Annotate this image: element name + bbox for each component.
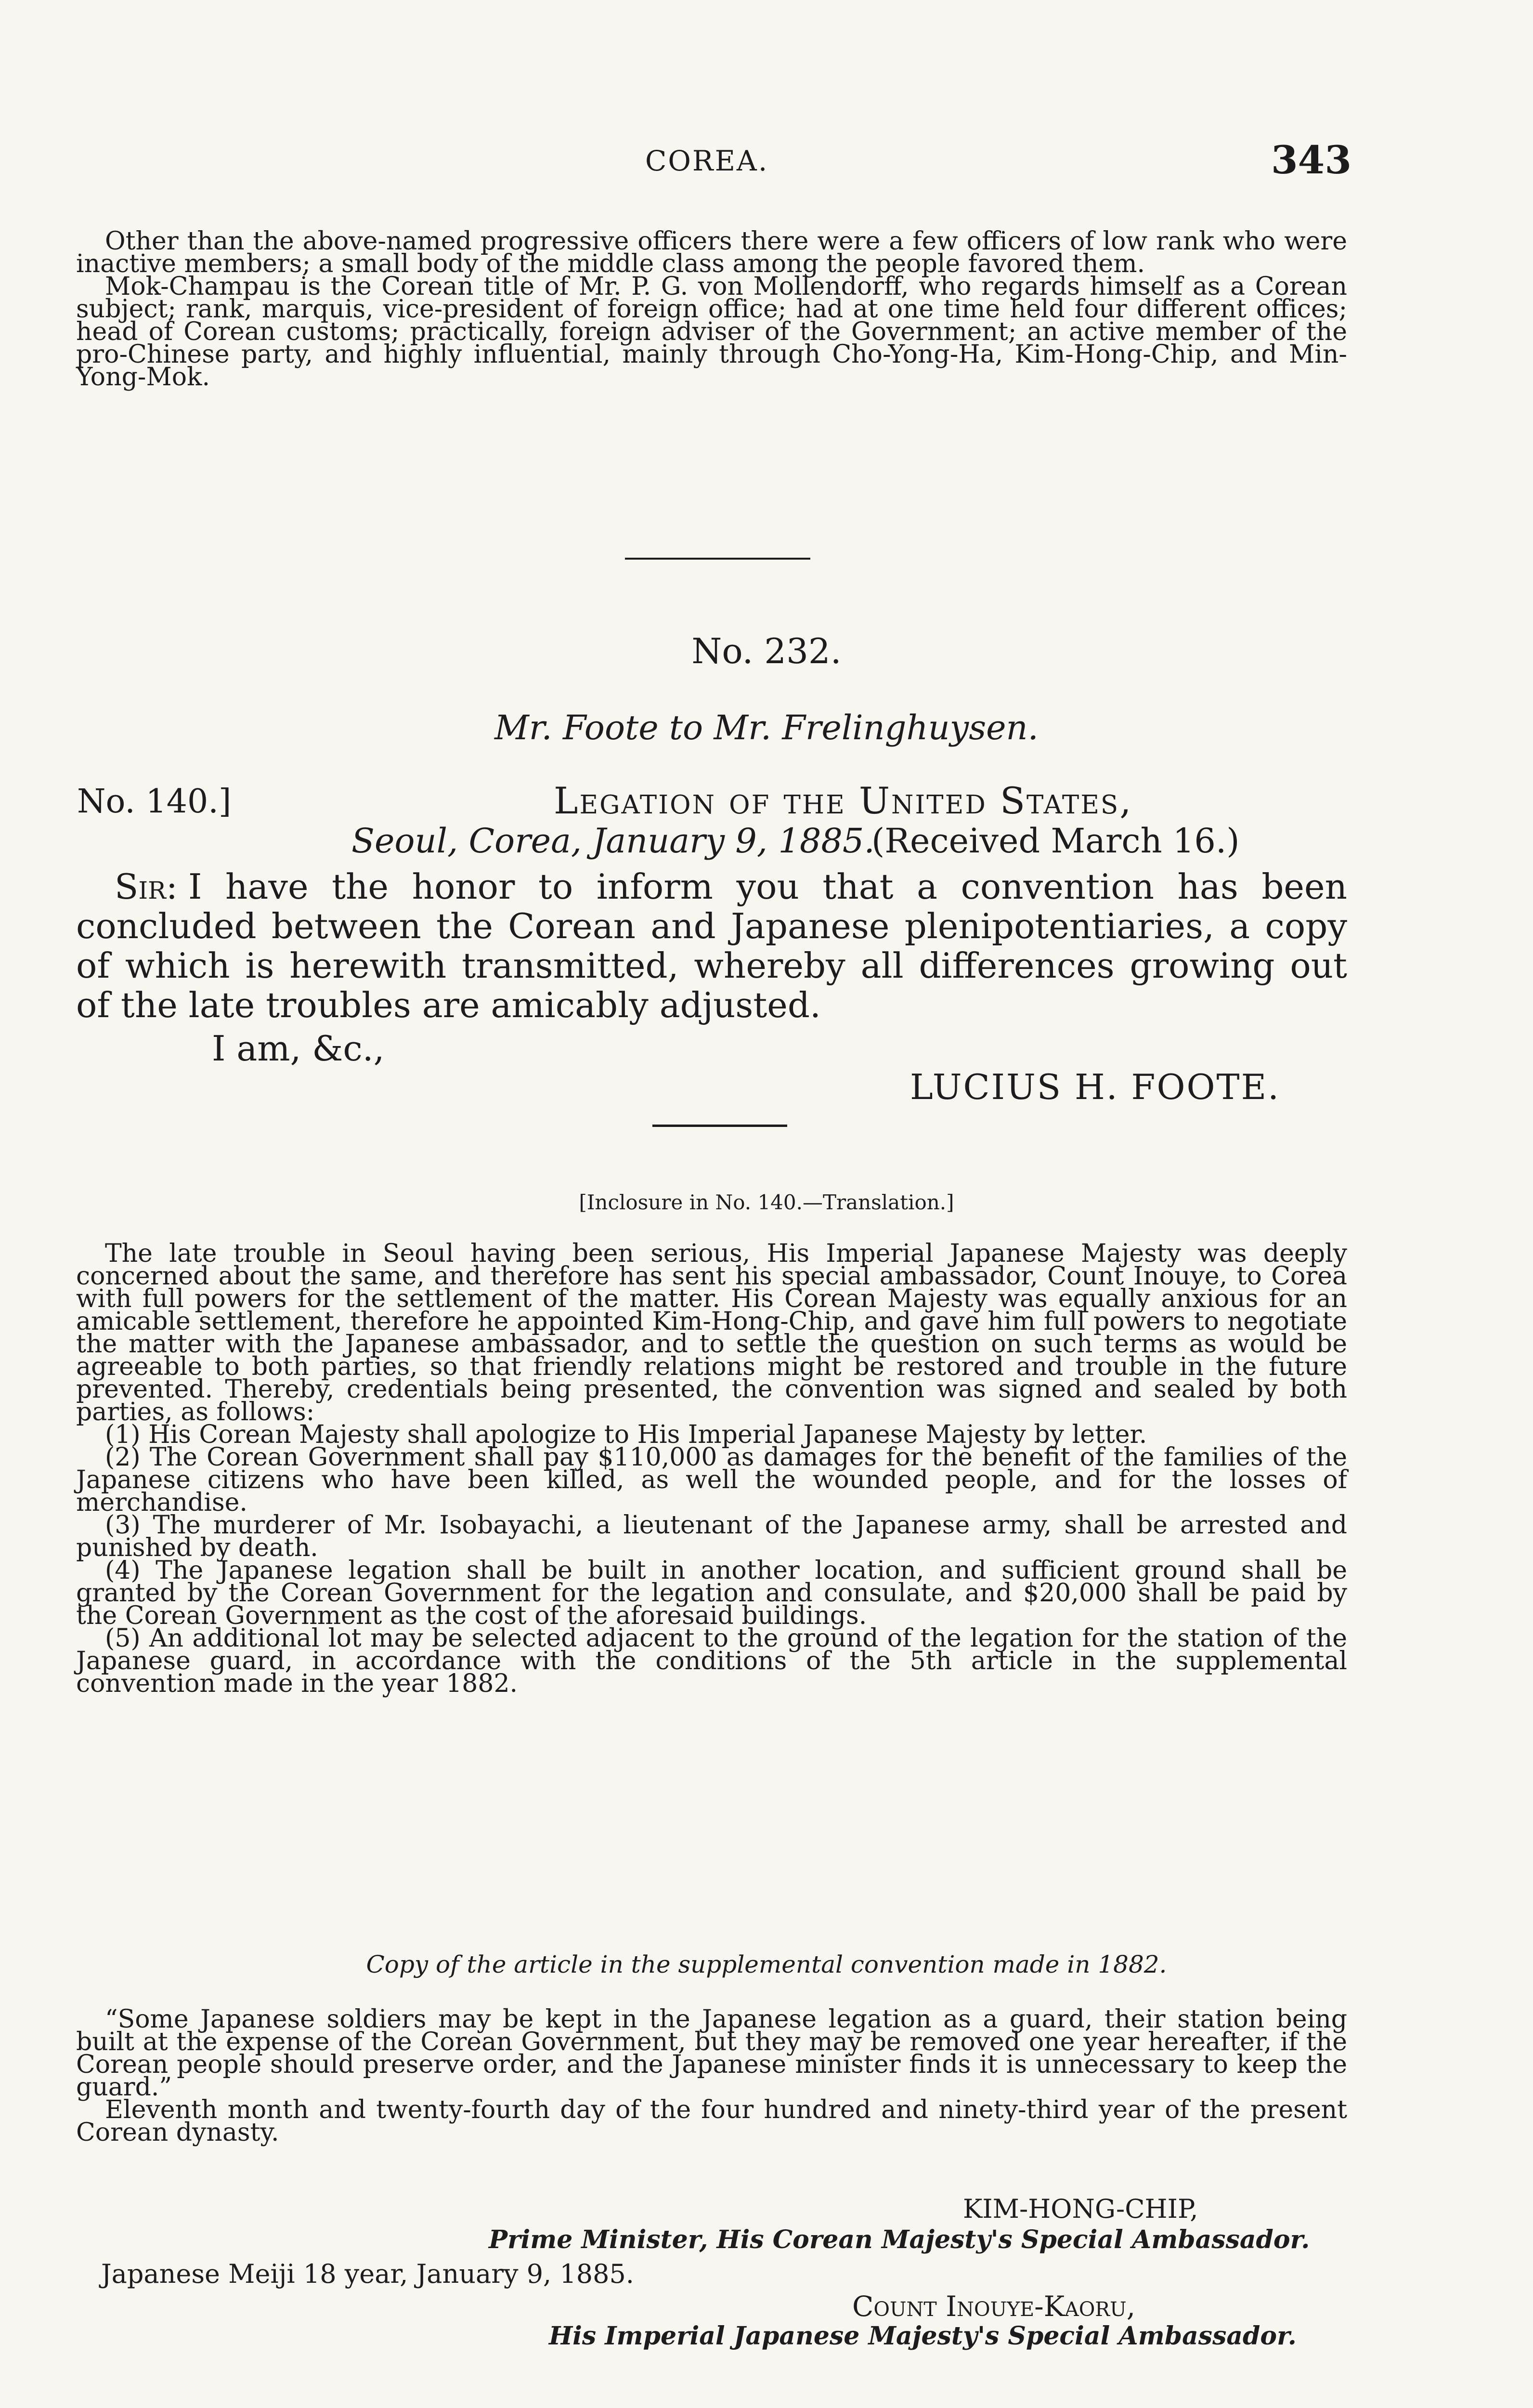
intro-paragraph-2: Mok-Champau is the Corean title of Mr. P. G. von Mollendorff, who regards himself as a Corean subject; rank, marquis, vice-president of foreign office; had at one time held four different offices; head of Corean customs; practically, foreign adviser of the Government; an active member of the pro-Chinese party, and highly influential, mainly through Cho-Yong-Ha, Kim-Hong-Chip, and Min-Yong-Mok. <box>76 272 1347 392</box>
quoted-article: “Some Japanese soldiers may be kept in the Japanese legation as a guard, their station being built at the expense of the Corean Government, but they may be removed one year hereafter, if the Corean people should preserve order, and the Japanese minister finds it is unnecessary to keep the guard.” <box>76 2005 1347 2102</box>
page-number: 343 <box>1271 137 1351 183</box>
received-date: (Received March 16.) <box>871 821 1240 861</box>
japanese-date: Japanese Meiji 18 year, January 9, 1885. <box>101 2259 634 2289</box>
signer-1-title: Prime Minister, His Corean Majesty's Special Ambassador. <box>489 2225 1310 2254</box>
letter-body-text: I have the honor to inform you that a convention has been concluded between the Corean and Japanese plenipotentiaries, a copy of which is herewith transmitted, whereby all differences growing out of the late troubles are amicably adjusted. <box>76 866 1347 1025</box>
article-3: (3) The murderer of Mr. Isobayachi, a lieutenant of the Japanese army, shall be arrested and punished by death. <box>76 1511 1347 1562</box>
copy-heading: Copy of the article in the supplemental convention made in 1882. <box>366 1950 1167 1978</box>
running-title: COREA. <box>645 144 769 177</box>
signer-2-name: Count Inouye-Kaoru, <box>852 2290 1136 2323</box>
intro-section <box>76 227 1347 392</box>
dispatch-number: No. 140.] <box>77 783 232 821</box>
legation-heading: Legation of the United States, <box>554 779 1133 822</box>
signer-2-title: His Imperial Japanese Majesty's Special Ambassador. <box>549 2321 1297 2351</box>
inclosure-heading: [Inclosure in No. 140.—Translation.] <box>579 1191 954 1214</box>
inclosure-paragraph-1: The late trouble in Seoul having been serious, His Imperial Japanese Majesty was deeply concerned about the same, and therefore has sent his special ambassador, Count Inouye, to Corea with full powers for the settlement of the matter. His Corean Majesty was equally anxious for an amicable settlement, therefore he appointed Kim-Hong-Chip, and gave him full powers to negotiate the matter with the Japanese ambassador, and to settle the question on such terms as would be agreeable to both parties, so that friendly relations might be restored and trouble in the future prevented. Thereby, credentials being presented, the convention was signed and sealed by both parties, as follows: <box>76 1239 1347 1426</box>
place-and-date: Seoul, Corea, January 9, 1885. <box>351 821 875 861</box>
quote-section <box>76 2005 1347 2147</box>
section-divider-2 <box>652 1125 787 1127</box>
document-number: No. 232. <box>691 631 842 671</box>
article-4: (4) The Japanese legation shall be built in another location, and sufficient ground shall be granted by the Corean Government for the legation and consulate, and $20,000 shall be paid by the Corean Government as the cost of the aforesaid buildings. <box>76 1556 1347 1630</box>
salutation: Sir: <box>115 866 178 907</box>
document-title: Mr. Foote to Mr. Frelinghuysen. <box>494 708 1039 747</box>
intro-paragraph-1: Other than the above-named progressive officers there were a few officers of low rank who were inactive members; a small body of the middle class among the people favored them. <box>76 227 1347 278</box>
article-5: (5) An additional lot may be selected adjacent to the ground of the legation for the station of the Japanese guard, in accordance with the conditions of the 5th article in the supplemental convention made in the year 1882. <box>76 1624 1347 1698</box>
letter-body <box>76 867 1347 1025</box>
signer-1-name: KIM-HONG-CHIP, <box>963 2194 1198 2224</box>
section-divider-1 <box>625 558 810 560</box>
closing: I am, &c., <box>212 1028 385 1069</box>
article-1: (1) His Corean Majesty shall apologize to His Imperial Japanese Majesty by letter. <box>105 1420 1147 1449</box>
dating-paragraph: Eleventh month and twenty-fourth day of the four hundred and ninety-third year of the present Corean dynasty. <box>76 2095 1347 2147</box>
signature: LUCIUS H. FOOTE. <box>910 1067 1281 1107</box>
article-2: (2) The Corean Government shall pay $110,000 as damages for the benefit of the families of the Japanese citizens who have been killed, as well the wounded people, and for the losses of merchandise. <box>76 1443 1347 1517</box>
inclosure-body <box>76 1239 1347 1698</box>
